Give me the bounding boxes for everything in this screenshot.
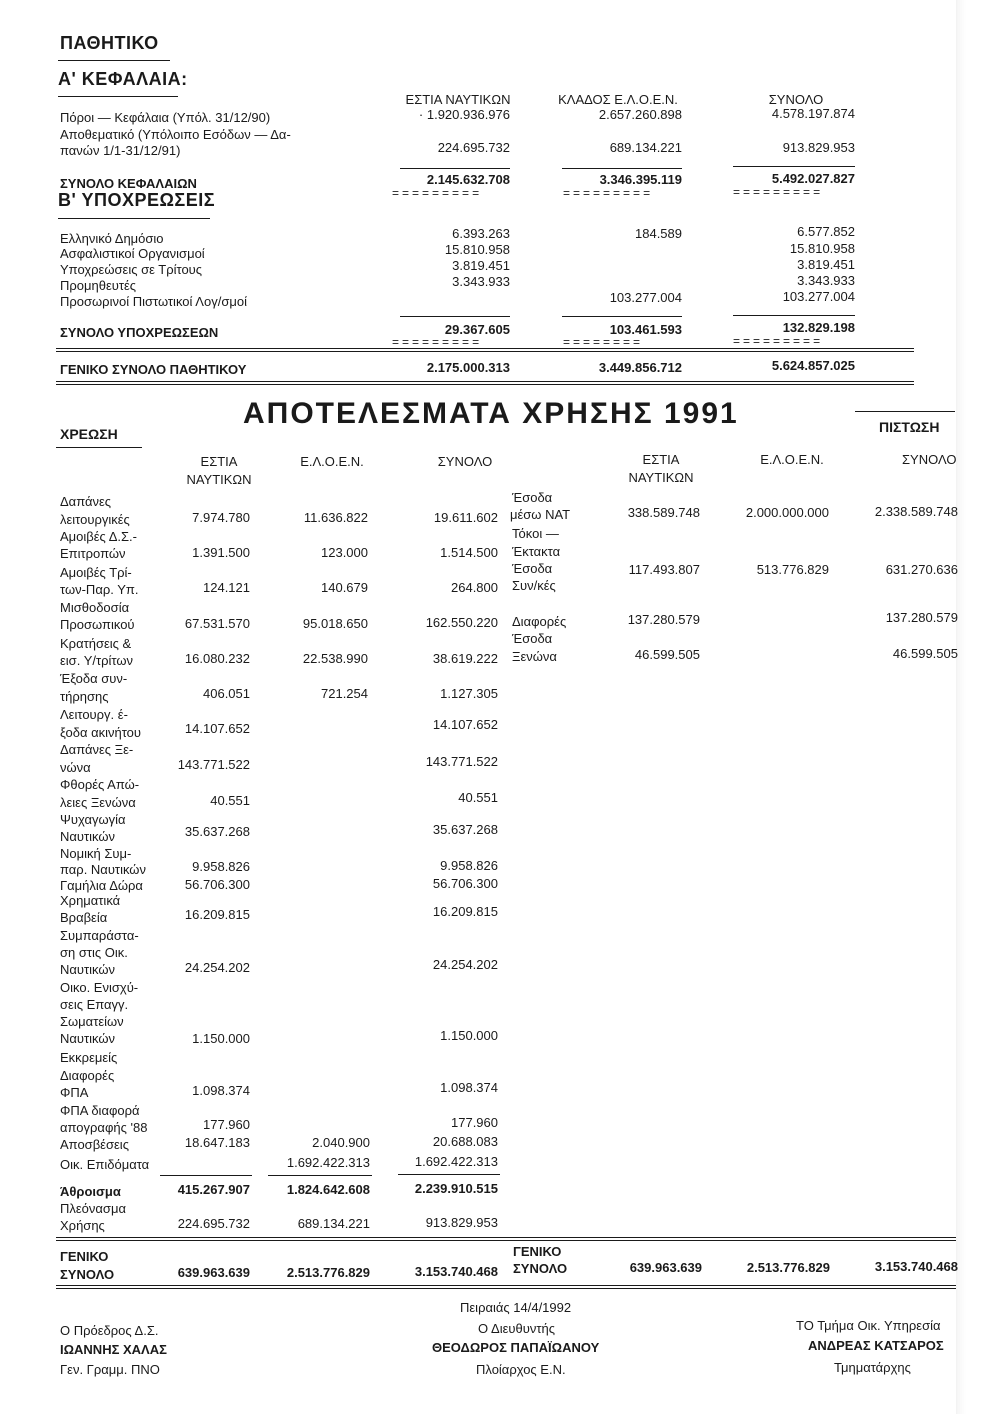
debit-row-value: 721.254 [321,686,368,701]
subtotal-rule [733,315,855,316]
heading-underline [58,96,178,97]
debit-row-label: απογραφής '88 [60,1120,148,1135]
debit-row-label: τήρησης [60,689,109,704]
sum-rule [160,1175,252,1176]
sum-rule [268,1175,372,1176]
credit-row-value: 117.493.807 [628,562,700,577]
obligation-row-label: Υποχρεώσεις σε Τρίτους [60,262,203,277]
debit-row-value: 1.127.305 [440,686,498,701]
debit-row-value: 406.051 [203,686,250,701]
debit-row-value: 1.150.000 [192,1031,250,1046]
debit-row-value: 14.107.652 [184,721,250,736]
obligation-row-label: Προσωρινοί Πιστωτικοί Λογ/σμοί [60,294,247,309]
debit-row-label: νώνα [60,760,91,775]
obligation-row-value: 3.343.933 [797,273,855,288]
credit-row-value: 46.599.505 [634,647,700,662]
credit-row-value: 137.280.579 [627,612,700,627]
debit-row-value: 143.771.522 [425,754,498,769]
debit-row-value: 95.018.650 [302,616,368,631]
col-header-eloen: ΚΛΑΔΟΣ Ε.Λ.Ο.Ε.Ν. [558,92,678,107]
obligation-row-value: 6.577.852 [797,224,855,239]
debit-row-label: ξοδα ακινήτου [60,725,141,740]
surplus-value: 913.829.953 [425,1215,498,1230]
debit-row-label: Δαπάνες Ξε- [60,742,134,757]
credit-row-value: 137.280.579 [885,610,958,625]
debit-row-label: Μισθοδοσία [60,600,130,615]
debit-row-value: 264.800 [451,580,498,595]
obligation-row-label: Προμηθευτές [60,278,137,293]
surplus-value: 224.695.732 [177,1216,250,1231]
debit-row-label: Αμοιβές Δ.Σ.- [60,529,137,544]
capital-row-label: Αποθεματικό (Υπόλοιπο Εσόδων — Δα- [60,127,291,142]
capital-row-value: 913.829.953 [782,140,855,155]
obligations-total-label: ΣΥΝΟΛΟ ΥΠΟΧΡΕΩΣΕΩΝ [60,325,219,340]
debit-row-label: Λειτουργ. έ- [60,707,128,722]
section-rule [56,1285,956,1289]
debit-row-value: 177.960 [203,1117,250,1132]
title-underline [58,60,170,61]
double-underline: ========= [392,335,483,349]
credit-row-label: Έκτακτα [512,544,561,559]
surplus-label: Πλεόνασμα [60,1201,126,1216]
debit-row-value: 18.647.183 [184,1135,250,1150]
capital-total-value: 2.145.632.708 [426,172,510,187]
sum-rule [398,1174,500,1175]
col-header-total: ΣΥΝΟΛΟ [768,92,824,107]
debit-row-label: Αμοιβές Τρί- [60,565,132,580]
debit-row-value: 22.538.990 [302,651,368,666]
debit-row-label: λειες Ξενώνα [60,795,136,810]
obligation-row-value: 6.393.263 [452,226,510,241]
debit-row-value: 14.107.652 [432,717,498,732]
debit-row-label: Οικ. Επιδόματα [60,1157,150,1172]
debit-grand-total-value: 639.963.639 [177,1265,250,1280]
debit-row-value: 1.098.374 [440,1080,498,1095]
debit-row-value: 143.771.522 [177,757,250,772]
debit-row-label: Επιτροπών [60,546,126,561]
credit-heading: ΠΙΣΤΩΣΗ [879,419,940,435]
debit-row-label: Οικο. Ενισχύ- [60,980,139,995]
obligations-total-value: 103.461.593 [609,322,682,337]
debit-grand-total-value: 2.513.776.829 [286,1265,370,1280]
debit-row-label: σεις Επαγγ. [60,997,129,1012]
signatory-left-name: ΙΩΑΝΝΗΣ ΧΑΛΑΣ [60,1342,167,1357]
credit-row-value: 2.338.589.748 [874,504,958,519]
debit-row-value: 162.550.220 [425,615,498,630]
signatory-right-title: Τμηματάρχης [834,1360,911,1375]
credit-grand-total-value: 639.963.639 [629,1260,702,1275]
debit-row-value: 16.209.815 [184,907,250,922]
section-rule [56,1237,956,1241]
debit-row-value: 16.080.232 [184,651,250,666]
debit-row-label: ΦΠΑ [60,1085,89,1100]
obligation-row-value: 3.343.933 [452,274,510,289]
debit-row-label: Νομική Συμ- [60,846,132,861]
debit-row-label: λειτουργικές [60,512,130,527]
surplus-label: Χρήσης [60,1218,105,1233]
scan-page-edge [956,0,1000,1414]
obligation-row-value: 15.810.958 [789,241,855,256]
debit-row-value: 38.619.222 [432,651,498,666]
debit-row-label: Προσωπικού [60,617,135,632]
capital-row-value: 224.695.732 [437,140,510,155]
debit-col-header: ΣΥΝΟΛΟ [437,454,493,469]
capital-row-label-cont: πανών 1/1-31/12/91) [60,143,181,158]
debit-row-label: Δαπάνες [60,494,112,509]
debit-row-label: Κρατήσεις & [60,636,132,651]
debit-col-header: ΝΑΥΤΙΚΩΝ [186,472,252,487]
debit-sum-label: Άθροισμα [60,1184,121,1199]
section-rule [56,348,914,352]
credit-row-value: 631.270.636 [885,562,958,577]
credit-col-header: ΣΥΝΟΛΟ [902,452,957,467]
signatory-center-title: Πλοίαρχος Ε.Ν. [476,1362,566,1377]
credit-grand-total-label: ΓΕΝΙΚΟ [513,1244,562,1259]
credit-col-header: ΕΣΤΙΑ [642,452,680,467]
credit-row-label: Έσοδα [512,561,553,576]
debit-row-value: 35.637.268 [432,822,498,837]
capital-row-value: 689.134.221 [609,140,682,155]
debit-grand-total-value: 3.153.740.468 [414,1264,498,1279]
debit-row-value: 11.636.822 [303,510,368,525]
grand-total-value: 3.449.856.712 [598,360,682,375]
debit-row-value: 24.254.202 [184,960,250,975]
debit-row-label: ΦΠΑ διαφορά [60,1103,140,1118]
debit-row-label: ση στις Οικ. [60,945,128,960]
debit-row-value: 35.637.268 [184,824,250,839]
subtotal-rule [400,316,510,317]
debit-row-label: Φθορές Απώ- [60,777,140,792]
signatory-right-name: ΑΝΔΡΕΑΣ ΚΑΤΣΑΡΟΣ [808,1338,944,1353]
debit-row-value: 9.958.826 [192,859,250,874]
grand-total-value: 2.175.000.313 [426,360,510,375]
obligation-row-label: Ασφαλιστικοί Οργανισμοί [60,246,205,261]
heading-underline [56,447,142,448]
obligations-heading: Β' ΥΠΟΧΡΕΩΣΕΙΣ [58,190,216,210]
obligation-row-value: 15.810.958 [444,242,510,257]
debit-row-label: Ναυτικών [60,962,116,977]
debit-row-label: Διαφορές [60,1068,115,1083]
debit-row-label: Έξοδα συν- [60,671,128,686]
debit-row-label: Βραβεία [60,910,108,925]
credit-row-value: 338.589.748 [627,505,700,520]
grand-total-label: ΓΕΝΙΚΟ ΣΥΝΟΛΟ ΠΑΘΗΤΙΚΟΥ [60,362,247,377]
debit-sum-value: 1.824.642.608 [286,1182,370,1197]
capital-row-value: 2.657.260.898 [598,107,682,122]
debit-sum-value: 2.239.910.515 [414,1181,498,1196]
signatory-center-role: Ο Διευθυντής [478,1321,555,1336]
debit-row-value: 24.254.202 [432,957,498,972]
debit-col-header: Ε.Λ.Ο.Ε.Ν. [300,454,364,469]
debit-row-value: 1.692.422.313 [414,1154,498,1169]
obligation-row-value: 184.589 [635,226,682,241]
signatory-left-title: Γεν. Γραμμ. ΠΝΟ [60,1362,160,1377]
results-title: ΑΠΟΤΕΛΕΣΜΑΤΑ ΧΡΗΣΗΣ 1991 [243,397,739,430]
credit-row-label: μέσω ΝΑΤ [510,507,571,522]
subtotal-rule [562,168,682,169]
obligation-row-value: 3.819.451 [797,257,855,272]
signatory-left-role: Ο Πρόεδρος Δ.Σ. [60,1323,159,1338]
capital-total-value: 3.346.395.119 [599,172,682,187]
debit-sum-value: 415.267.907 [177,1182,250,1197]
capital-row-value: · 1.920.936.976 [418,107,510,122]
credit-grand-total-label: ΣΥΝΟΛΟ [513,1261,568,1276]
debit-row-value: 1.391.500 [192,545,250,560]
debit-row-value: 7.974.780 [192,510,250,525]
debit-row-value: 1.150.000 [440,1028,498,1043]
debit-row-value: 2.040.900 [312,1135,370,1150]
debit-row-label: Γαμήλια Δώρα [60,878,143,893]
section-rule [56,381,914,385]
debit-row-value: 1.514.500 [440,545,498,560]
signatory-right-role: ΤΟ Τμήμα Οικ. Υπηρεσία [796,1318,941,1333]
obligation-row-value: 103.277.004 [782,289,855,304]
debit-row-label: εισ. Υ/τρίτων [60,653,133,668]
capital-row-value: 4.578.197.874 [771,106,855,121]
debit-row-label: Ναυτικών [60,829,116,844]
credit-row-value: 513.776.829 [756,562,829,577]
debit-row-label: Ψυχαγωγία [60,812,126,827]
place-date: Πειραιάς 14/4/1992 [460,1300,572,1315]
debit-row-value: 67.531.570 [184,616,250,631]
signatory-center-name: ΘΕΟΔΩΡΟΣ ΠΑΠΑΪΩΑΝΟΥ [432,1340,600,1355]
credit-grand-total-value: 2.513.776.829 [746,1260,830,1275]
debit-grand-total-label: ΓΕΝΙΚΟ [60,1249,109,1264]
credit-row-label: Έσοδα [512,631,553,646]
capital-total-value: 5.492.027.827 [771,171,855,186]
double-underline: ======== [563,335,644,349]
debit-row-value: 9.958.826 [440,858,498,873]
col-header-estia: ΕΣΤΙΑ ΝΑΥΤΙΚΩΝ [405,92,511,107]
debit-row-value: 16.209.815 [432,904,498,919]
double-underline: ========= [733,334,824,348]
double-underline: ========= [563,186,654,200]
subtotal-rule [562,316,682,317]
debit-row-label: Συμπαράστα- [60,928,139,943]
debit-row-value: 124.121 [203,580,250,595]
surplus-value: 689.134.221 [297,1216,370,1231]
obligation-row-value: 3.819.451 [452,258,510,273]
obligation-row-value: 103.277.004 [609,290,682,305]
debit-row-value: 56.706.300 [432,876,498,891]
debit-row-value: 40.551 [210,793,250,808]
debit-grand-total-label: ΣΥΝΟΛΟ [60,1267,115,1282]
debit-row-label: παρ. Ναυτικών [60,862,146,877]
credit-col-header: ΝΑΥΤΙΚΩΝ [628,470,694,485]
credit-row-label: Ξενώνα [512,649,557,664]
heading-underline [58,218,210,219]
credit-row-label: Έσοδα [512,490,553,505]
double-underline: ========= [392,186,483,200]
debit-row-value: 177.960 [451,1115,498,1130]
debit-row-label: Σωματείων [60,1014,124,1029]
debit-row-label: Αποσβέσεις [60,1137,129,1152]
debit-row-label: των-Παρ. Υπ. [60,582,139,597]
obligation-row-label: Ελληνικό Δημόσιο [60,231,164,246]
debit-heading: ΧΡΕΩΣΗ [60,426,118,442]
double-underline: ========= [733,185,824,199]
debit-row-value: 123.000 [321,545,368,560]
capital-total-label: ΣΥΝΟΛΟ ΚΕΦΑΛΑΙΩΝ [60,176,197,191]
debit-row-value: 1.692.422.313 [286,1155,370,1170]
obligations-total-value: 29.367.605 [444,322,510,337]
debit-row-label: Ναυτικών [60,1031,116,1046]
credit-row-value: 46.599.505 [892,646,958,661]
debit-row-label: Χρηματικά [60,893,121,908]
credit-grand-total-value: 3.153.740.468 [874,1259,958,1274]
credit-row-label: Τόκοι — [512,526,559,541]
debit-row-value: 1.098.374 [192,1083,250,1098]
credit-row-label: Συν/κές [512,578,556,593]
debit-row-value: 40.551 [458,790,498,805]
subtotal-rule [400,168,510,169]
credit-row-value: 2.000.000.000 [745,505,829,520]
debit-row-value: 20.688.083 [432,1134,498,1149]
credit-col-header: Ε.Λ.Ο.Ε.Ν. [760,452,824,467]
subtotal-rule [733,166,855,167]
obligations-total-value: 132.829.198 [782,320,855,335]
title-side-rule [855,411,955,412]
capital-heading: Α' ΚΕΦΑΛΑΙΑ: [58,69,188,89]
debit-row-value: 19.611.602 [433,510,498,525]
debit-row-value: 140.679 [321,580,368,595]
debit-row-value: 56.706.300 [184,877,250,892]
grand-total-value: 5.624.857.025 [771,358,855,373]
liabilities-title: ΠΑΘΗΤΙΚΟ [60,33,159,53]
debit-col-header: ΕΣΤΙΑ [200,454,238,469]
credit-row-label: Διαφορές [512,614,567,629]
debit-row-label: Εκκρεμείς [60,1050,118,1065]
capital-row-label: Πόροι — Κεφάλαια (Υπόλ. 31/12/90) [60,110,271,125]
